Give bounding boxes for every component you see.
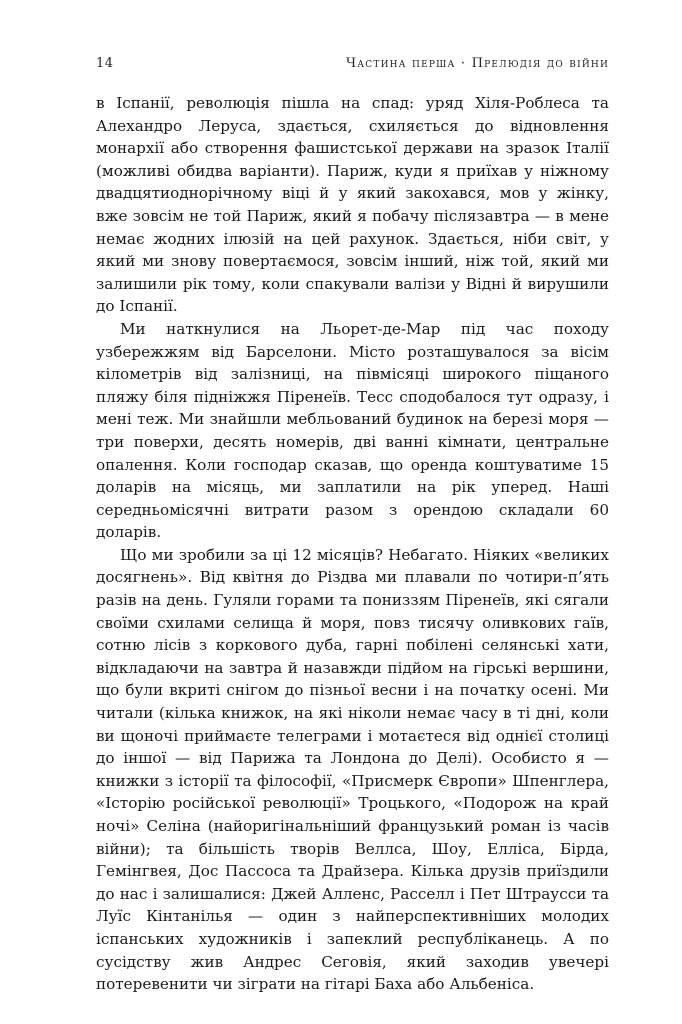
- paragraph: Що ми зробили за ці 12 місяців? Небагато. Ніяких «великих досягнень». Від квітня до Різдва ми плавали по чотири-п’ять разів на день. Гуляли горами та пониззям Піренеїв, які сягали своїми схилами селища й моря, повз тисячу оливкових гаїв, сотню лісів з коркового дуба, гарні побілені селянські хати, відкладаючи на завтра й назавжди підйом на гірські вершини, що були вкриті снігом до пізньої весни і на початку осені. Ми читали (кілька книжок, на які ніколи немає часу в ті дні, коли ви щоночі приймаєте телеграми і мотаєтеся від однієї столиці до іншої — від Парижа та Лондона до Делі). Особисто я — книжки з історії та філософії, «Присмерк Європи» Шпенглера, «Історію російської революції» Троцького, «Подорож на край ночі» Селіна (найоригінальніший французький роман із часів війни); та більшість творів Веллса, Шоу, Елліса, Бірда, Гемінгвея, Дос Пассоса та Драйзера. Кілька друзів приїздили до нас і залишалися: Джей Алленс, Расселл і Пет Штраусси та Луїс Кінтанілья — один з найперспективніших молодих іспанських художників і запеклий республіканець. А по сусідству жив Андрес Сеговія, який заходив увечері потеревенити чи зіграти на гітарі Баха або Альбеніса.: [96, 545, 609, 994]
- page-header: [96, 56, 609, 78]
- body-text: [96, 92, 609, 996]
- paragraph: в Іспанії, революція пішла на спад: уряд Хіля-Роблеса та Алехандро Леруса, здається, схиляється до відновлення монархії або створення фашистської держави на зразок Італії (можливі обидва варіанти). Париж, куди я приїхав у ніжному двадцятиоднорічному віці й у який закохався, мов у жінку, вже зовсім не той Париж, який я побачу післязавтра — в мене немає жодних ілюзій на цей рахунок. Здається, ніби світ, у який ми знову повертаємося, зовсім інший, ніж той, який ми залишили рік тому, коли спакували валізи у Відні й вирушили до Іспанії.: [96, 94, 609, 316]
- running-head: Частина перша · Прелюдія до війни: [346, 56, 609, 71]
- page-number: 14: [96, 56, 114, 71]
- paragraph: Ми наткнулися на Льорет-де-Мар під час походу узбережжям від Барселони. Місто розташувалося за вісім кілометрів від залізниці, на півмісяці широкого піщаного пляжу біля підніжжя Піренеїв. Тесс сподобалося тут одразу, і мені теж. Ми знайшли мебльований будинок на березі моря — три поверхи, десять номерів, дві ванні кімнати, центральне опалення. Коли господар сказав, що оренда коштуватиме 15 доларів на місяць, ми заплатили на рік уперед. Наші середньомісячні витрати разом з орендою складали 60 доларів.: [96, 319, 609, 542]
